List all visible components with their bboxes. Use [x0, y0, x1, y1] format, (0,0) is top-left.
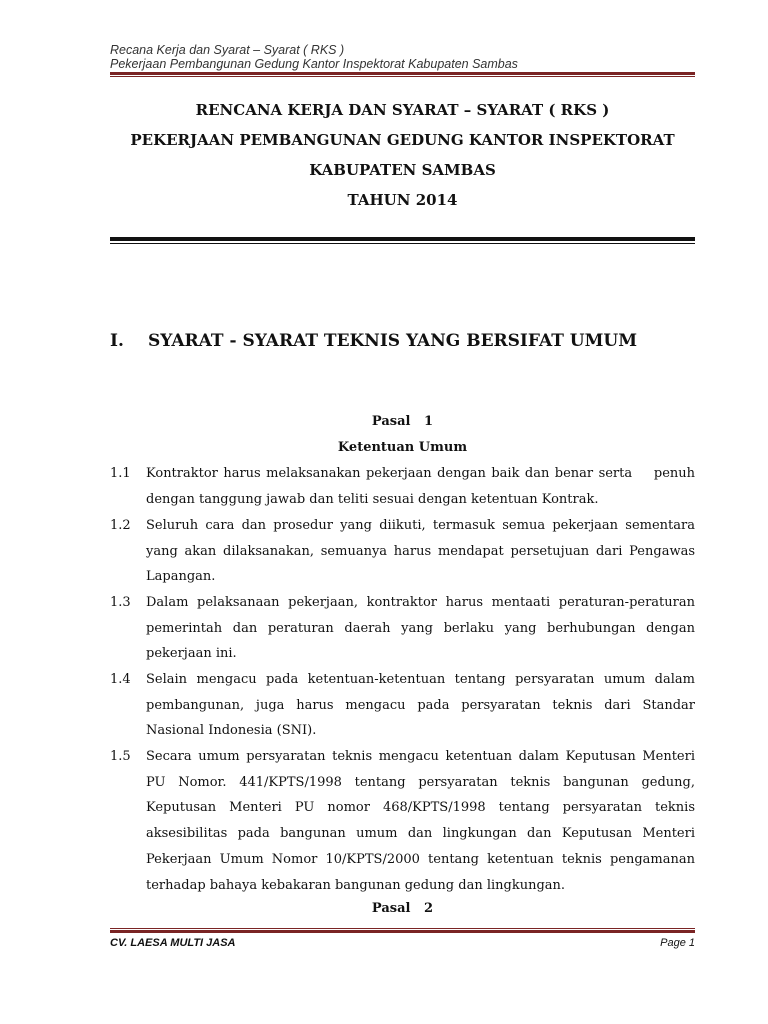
footer-rule-thick [110, 930, 695, 933]
title-rule-thick [110, 237, 695, 241]
clause-number: 1.3 [110, 595, 131, 610]
clause-text: Kontraktor harus melaksanakan pekerjaan dengan baik dan benar serta penuh dengan tanggung jawab dan teliti sesuai dengan ketentuan Kontrak. [146, 466, 700, 507]
header-rule-thick [110, 72, 695, 75]
doc-title-line-3: KABUPATEN SAMBAS [309, 161, 496, 179]
footer-company: CV. LAESA MULTI JASA [110, 937, 236, 949]
clause-number: 1.2 [110, 518, 131, 533]
clause-item [110, 590, 695, 667]
doc-title-line-4: TAHUN 2014 [347, 191, 458, 209]
doc-title-line-2: PEKERJAAN PEMBANGUNAN GEDUNG KANTOR INSPEKTORAT [130, 131, 675, 149]
header-line-2: Pekerjaan Pembangunan Gedung Kantor Inspektorat Kabupaten Sambas [110, 57, 518, 71]
pasal-2-label: Pasal 2 [371, 901, 434, 916]
running-header [110, 43, 695, 71]
footer-page-number: Page 1 [660, 937, 695, 949]
clause-item [110, 461, 700, 512]
clause-item [110, 667, 695, 744]
clause-text: Secara umum persyaratan teknis mengacu ketentuan dalam Keputusan Menteri PU Nomor. 441/KPTS/1998 tentang persyaratan teknis bangunan gedung, Keputusan Menteri PU nomor 468/KPTS/1998 tentang persyaratan teknis aksesibilitas pada bangunan umum dan lingkungan dan Keputusan Menteri Pekerjaan Umum Nomor 10/KPTS/2000 tentang ketentuan teknis pengamanan terhadap bahaya kebakaran bangunan gedung dan lingkungan. [146, 749, 695, 893]
header-rule-thin [110, 76, 695, 77]
clause-item [110, 744, 695, 898]
clause-number: 1.5 [110, 749, 131, 764]
footer-rule-thin [110, 928, 695, 929]
clause-number: 1.1 [110, 466, 131, 481]
pasal-1-label: Pasal 1 [371, 414, 434, 429]
clause-text: Seluruh cara dan prosedur yang diikuti, termasuk semua pekerjaan sementara yang akan dilaksanakan, semuanya harus mendapat persetujuan dari Pengawas Lapangan. [146, 518, 695, 585]
doc-title-line-1: RENCANA KERJA DAN SYARAT – SYARAT ( RKS ) [195, 101, 610, 119]
clause-number: 1.4 [110, 672, 131, 687]
section-title: SYARAT - SYARAT TEKNIS YANG BERSIFAT UMUM [148, 331, 638, 351]
section-number: I. [110, 331, 124, 351]
pasal-1-heading: Ketentuan Umum [337, 440, 468, 455]
title-rule-thin [110, 243, 695, 244]
clause-item [110, 513, 695, 590]
clause-text: Selain mengacu pada ketentuan-ketentuan tentang persyaratan umum dalam pembangunan, juga harus mengacu pada persyaratan teknis dari Standar Nasional Indonesia (SNI). [146, 672, 695, 739]
clause-text: Dalam pelaksanaan pekerjaan, kontraktor harus mentaati peraturan-peraturan pemerintah dan peraturan daerah yang berlaku yang berhubungan dengan pekerjaan ini. [146, 595, 695, 662]
header-line-1: Recana Kerja dan Syarat – Syarat ( RKS ) [110, 43, 345, 57]
